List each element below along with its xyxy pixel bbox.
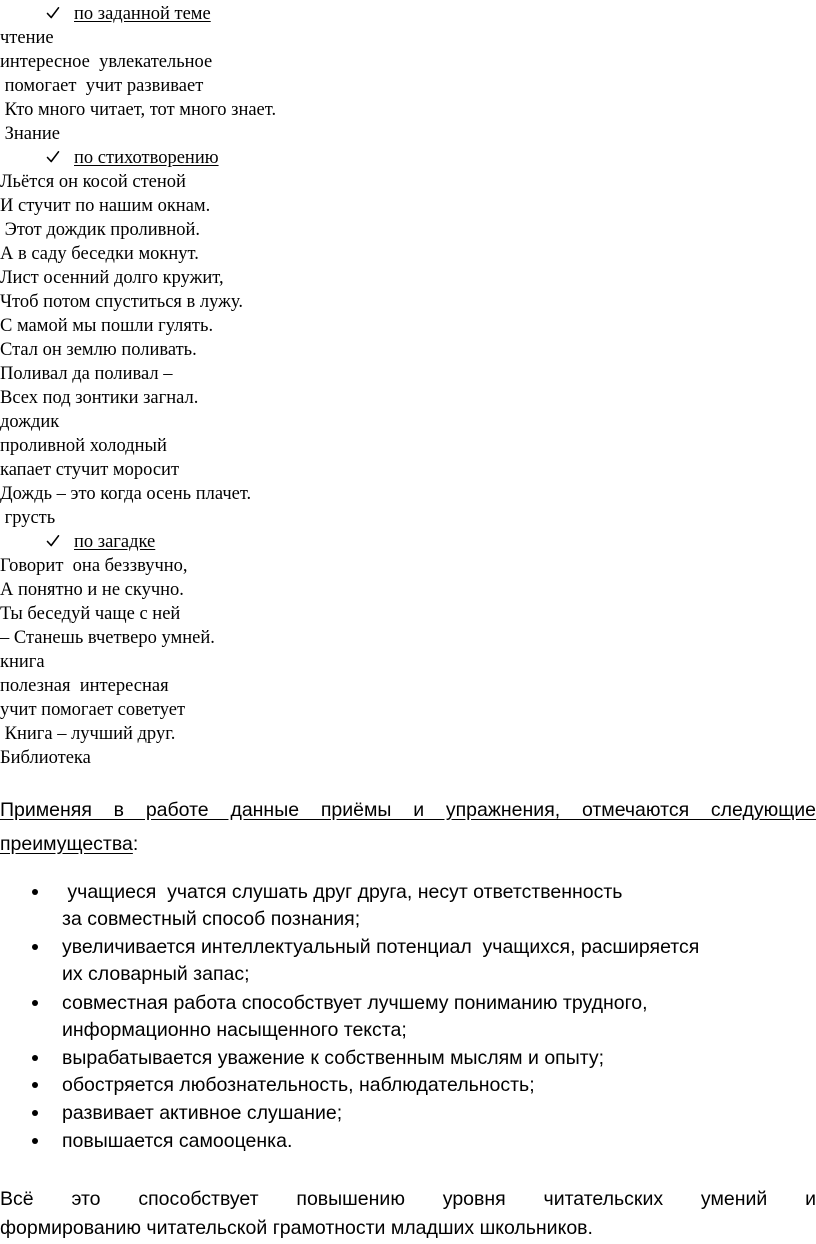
poem-line: Лист осенний долго кружит, xyxy=(0,268,224,288)
text-line: Кто много читает, тот много знает. xyxy=(0,100,277,120)
bullet-icon xyxy=(32,1138,38,1144)
riddle-line: – Станешь вчетверо умней. xyxy=(0,628,215,648)
text-line: дождик xyxy=(0,412,60,432)
list-item-text: информационно насыщенного текста; xyxy=(62,1019,407,1041)
bullet-icon xyxy=(32,944,38,950)
section-heading: по загадке xyxy=(74,532,156,552)
poem-line: Стал он землю поливать. xyxy=(0,340,197,360)
poem-line: Этот дождик проливной. xyxy=(0,220,201,240)
list-item-text: за совместный способ познания; xyxy=(62,908,361,930)
riddle-line: Говорит она беззвучно, xyxy=(0,556,188,576)
poem-line: Поливал да поливал – xyxy=(0,364,173,384)
underlined-word: преимущества xyxy=(0,833,133,855)
poem-line: Всех под зонтики загнал. xyxy=(0,388,199,408)
intro-line-2 xyxy=(0,830,816,858)
list-item-text: вырабатывается уважение к собственным мыслям и опыту; xyxy=(62,1047,605,1069)
conclusion-line-1: Всё это способствует повышению уровня читательских умений и xyxy=(0,1188,816,1210)
poem-line: Чтоб потом спуститься в лужу. xyxy=(0,292,243,312)
text-line: капает стучит моросит xyxy=(0,460,180,480)
poem-line: Льётся он косой стеной xyxy=(0,172,186,192)
section-heading: по заданной теме xyxy=(74,4,211,24)
bullet-icon xyxy=(32,1055,38,1061)
list-item-text: повышается самооценка. xyxy=(62,1130,293,1152)
list-item-text: учащиеся учатся слушать друг друга, несут ответственность xyxy=(62,881,623,903)
section-heading: по стихотворению xyxy=(74,148,219,168)
conclusion-line-2: формированию читательской грамотности младших школьников. xyxy=(0,1217,593,1239)
list-item-text: обостряется любознательность, наблюдательность; xyxy=(62,1074,535,1096)
text-line: полезная интересная xyxy=(0,676,169,696)
bullet-icon xyxy=(32,1000,38,1006)
checkmark-icon xyxy=(46,6,60,20)
list-item-text: увеличивается интеллектуальный потенциал учащихся, расширяется xyxy=(62,936,700,958)
text-line: Книга – лучший друг. xyxy=(0,724,176,744)
text-line: учит помогает советует xyxy=(0,700,186,720)
list-item-text: их словарный запас; xyxy=(62,963,250,985)
riddle-line: А понятно и не скучно. xyxy=(0,580,184,600)
list-item-text: развивает активное слушание; xyxy=(62,1102,343,1124)
intro-line-1: Применяя в работе данные приёмы и упражнения, отмечаются следующие xyxy=(0,799,816,821)
text-line: грусть xyxy=(0,508,56,528)
riddle-line: Ты беседуй чаще с ней xyxy=(0,604,181,624)
checkmark-icon xyxy=(46,150,60,164)
text-line: Знание xyxy=(0,124,61,144)
text-line: помогает учит развивает xyxy=(0,76,204,96)
poem-line: И стучит по нашим окнам. xyxy=(0,196,211,216)
poem-line: А в саду беседки мокнут. xyxy=(0,244,199,264)
text-line: Дождь – это когда осень плачет. xyxy=(0,484,252,504)
colon: : xyxy=(132,833,139,855)
text-line: проливной холодный xyxy=(0,436,167,456)
text-line: книга xyxy=(0,652,45,672)
poem-line: С мамой мы пошли гулять. xyxy=(0,316,214,336)
bullet-icon xyxy=(32,1110,38,1116)
list-item-text: совместная работа способствует лучшему пониманию трудного, xyxy=(62,992,648,1014)
text-line: чтение xyxy=(0,28,54,48)
bullet-icon xyxy=(32,1082,38,1088)
text-line: интересное увлекательное xyxy=(0,52,213,72)
bullet-icon xyxy=(32,889,38,895)
text-line: Библиотека xyxy=(0,748,91,768)
checkmark-icon xyxy=(46,534,60,548)
